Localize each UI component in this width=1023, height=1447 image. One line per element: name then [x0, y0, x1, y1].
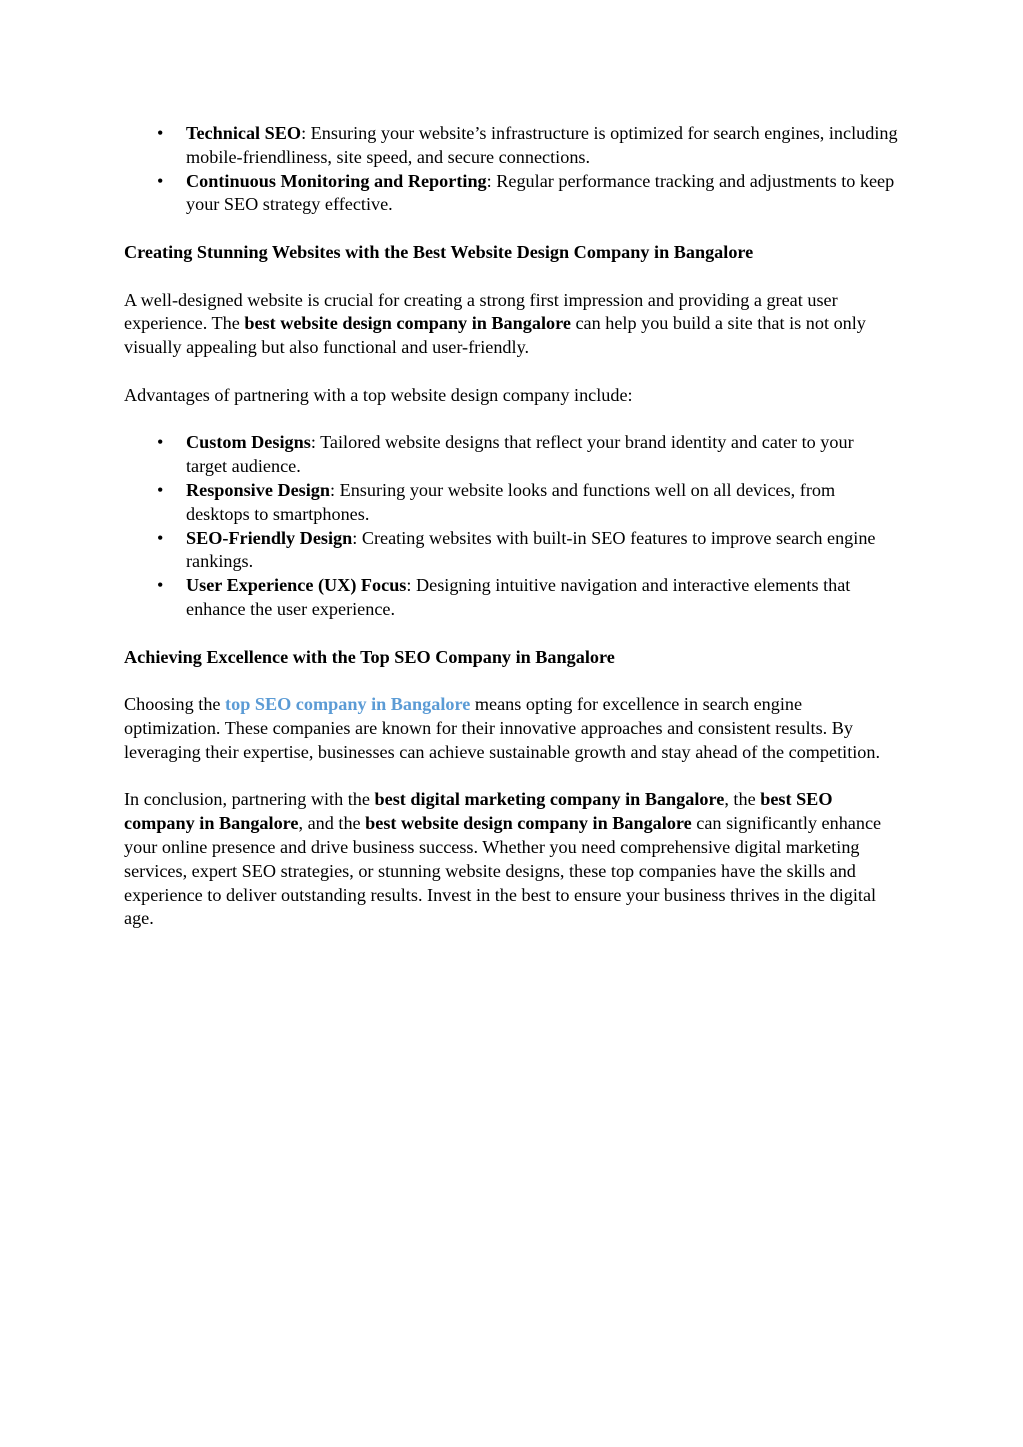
list-item-term: Custom Designs	[186, 432, 311, 453]
list-item-text: : Designing intuitive navigation and interactive elements that enhance the user experience.	[186, 575, 851, 619]
bullet-list-seo-services	[124, 122, 899, 217]
paragraph-text: In conclusion, partnering with the	[124, 789, 375, 810]
list-item-text: : Regular performance tracking and adjustments to keep your SEO strategy effective.	[186, 170, 895, 215]
list-item-term: Responsive Design	[186, 479, 330, 500]
section-heading-design: Creating Stunning Websites with the Best Website Design Company in Bangalore	[124, 241, 754, 262]
bold-phrase: best digital marketing company in Bangalore	[374, 789, 725, 810]
list-item-text: : Ensuring your website looks and functions well on all devices, from desktops to smartphones.	[186, 479, 836, 524]
paragraph-text: Choosing the	[124, 694, 226, 715]
list-item-term: Technical SEO	[186, 123, 302, 143]
list-item	[186, 122, 899, 170]
paragraph-excellence	[124, 693, 899, 764]
paragraph-advantages: Advantages of partnering with a top website design company include:	[124, 384, 633, 405]
list-item	[186, 170, 899, 218]
bullet-list-design-advantages	[124, 431, 899, 621]
bold-phrase: best website design company in Bangalore	[244, 313, 571, 334]
section-heading-excellence: Achieving Excellence with the Top SEO Company in Bangalore	[124, 646, 615, 667]
list-item-text: : Creating websites with built-in SEO features to improve search engine rankings.	[186, 527, 876, 572]
list-item	[186, 574, 899, 622]
top-seo-company-link[interactable]: top SEO company in Bangalore	[225, 694, 471, 715]
bold-phrase: best website design company in Bangalore	[365, 813, 692, 834]
list-item-term: SEO-Friendly Design	[186, 527, 353, 548]
paragraph-text: can help you build a site that is not only visually appealing but also functional and user-friendly.	[124, 313, 866, 358]
bold-phrase: best SEO company in Bangalore	[124, 789, 833, 834]
list-item-term: User Experience (UX) Focus	[186, 575, 407, 596]
list-item	[186, 431, 899, 479]
document-body	[124, 122, 899, 931]
paragraph-design-intro	[124, 289, 899, 360]
list-item-text: : Ensuring your website’s infrastructure is optimized for search engines, including mobile-friendliness, site speed, and secure connections.	[186, 123, 898, 167]
list-item-text: : Tailored website designs that reflect your brand identity and cater to your target audience.	[186, 432, 854, 477]
paragraph-conclusion	[124, 788, 899, 931]
paragraph-text: A well-designed website is crucial for creating a strong first impression and providing a great user experience. The	[124, 289, 838, 334]
paragraph-text: , and the	[298, 813, 366, 834]
list-item-term: Continuous Monitoring and Reporting	[186, 170, 487, 191]
paragraph-text: means opting for excellence in search engine optimization. These companies are known for their innovative approaches and consistent results. By leveraging their expertise, businesses can achieve sustainable growth and stay ahead of the competition.	[124, 694, 881, 762]
paragraph-text: , the	[724, 789, 761, 810]
list-item	[186, 479, 899, 527]
paragraph-text: can significantly enhance your online presence and drive business success. Whether you need comprehensive digital marketing services, expert SEO strategies, or stunning website designs, these top companies have the skills and experience to deliver outstanding results. Invest in the best to ensure your business thrives in the digital age.	[124, 813, 882, 929]
list-item	[186, 527, 899, 575]
